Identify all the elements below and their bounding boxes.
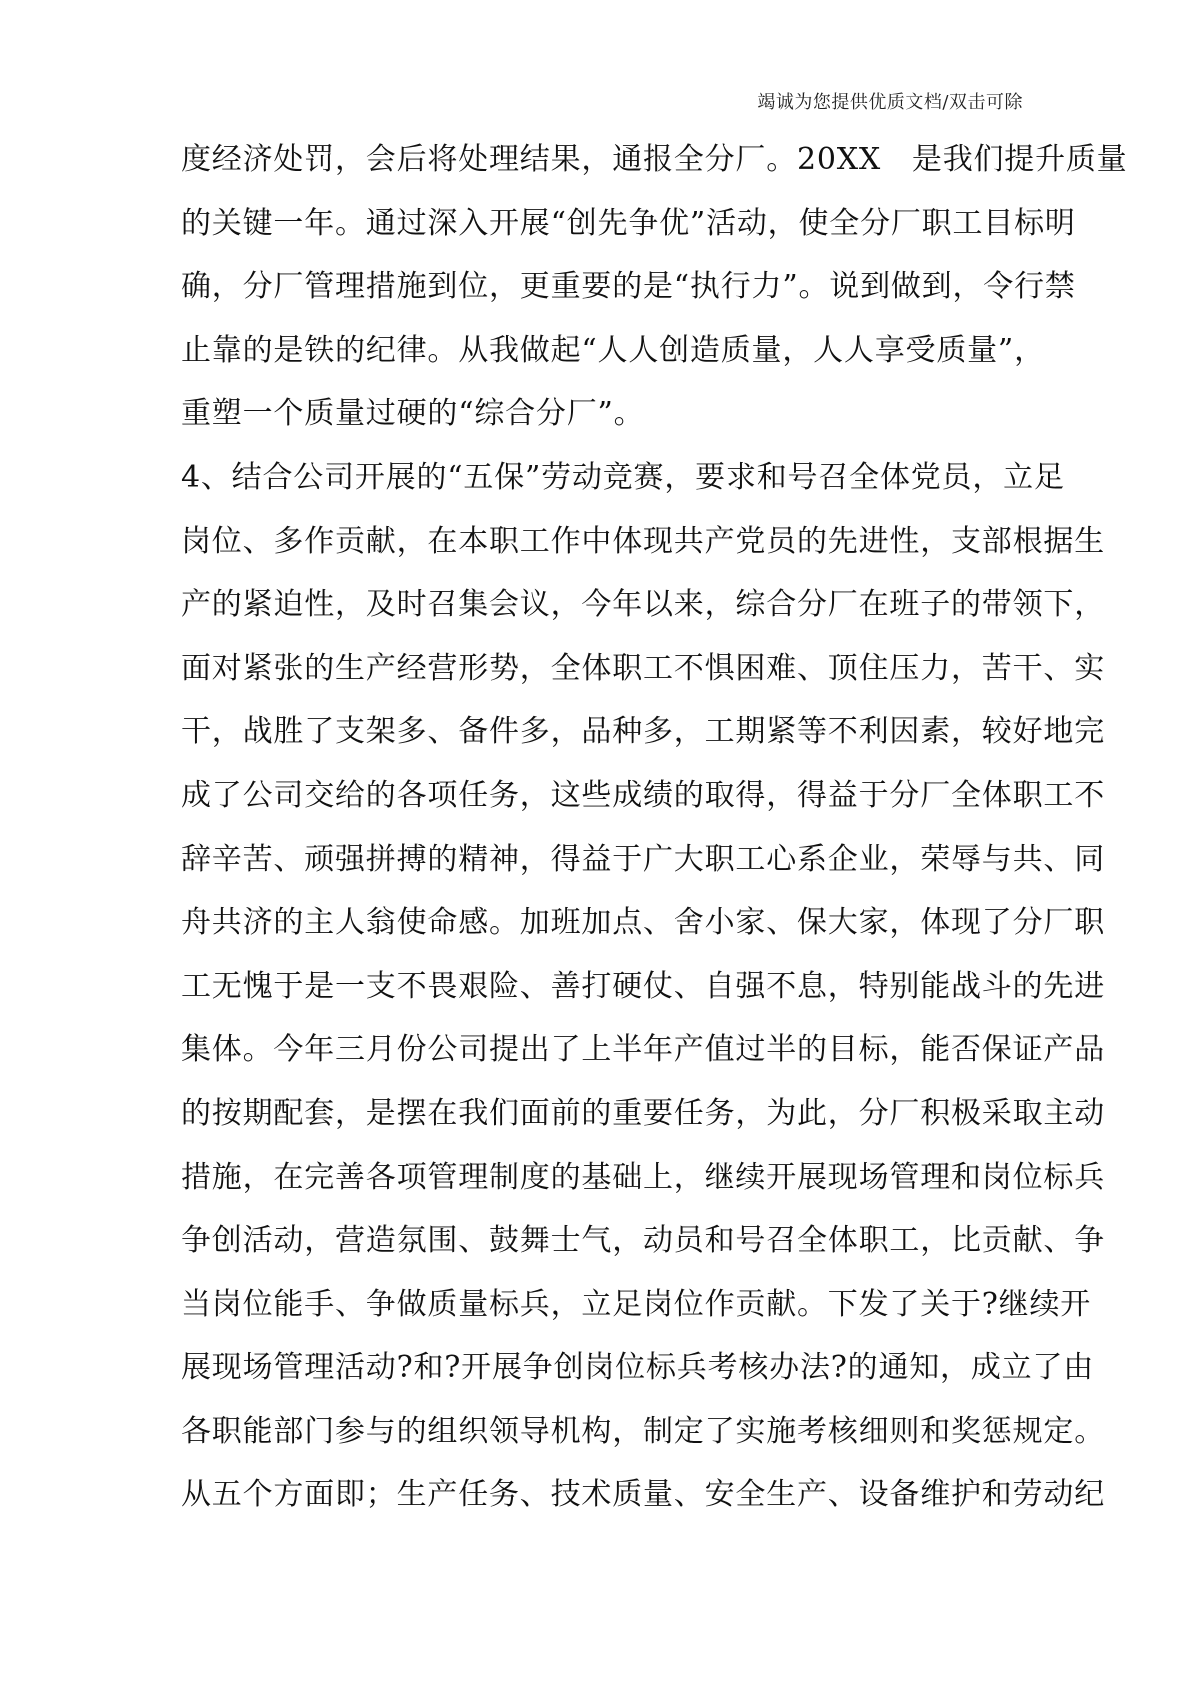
body-line: 辞辛苦、顽强拼搏的精神，得益于广大职工心系企业，荣辱与共、同 (181, 841, 1105, 877)
body-line: 4、结合公司开展的“五保”劳动竞赛，要求和号召全体党员，立足 (181, 459, 1065, 495)
body-line: 舟共济的主人翁使命感。加班加点、舍小家、保大家，体现了分厂职 (181, 905, 1105, 941)
body-line: 措施，在完善各项管理制度的基础上，继续开展现场管理和岗位标兵 (181, 1159, 1105, 1195)
body-line: 展现场管理活动?和?开展争创岗位标兵考核办法?的通知，成立了由 (181, 1350, 1095, 1386)
body-line: 从五个方面即；生产任务、技术质量、安全生产、设备维护和劳动纪 (181, 1477, 1105, 1513)
body-line: 工无愧于是一支不畏艰险、善打硬仗、自强不息，特别能战斗的先进 (181, 968, 1105, 1004)
body-line: 的按期配套，是摆在我们面前的重要任务，为此，分厂积极采取主动 (181, 1095, 1105, 1131)
body-line: 确，分厂管理措施到位，更重要的是“执行力”。说到做到，令行禁 (181, 269, 1076, 305)
body-line: 止靠的是铁的纪律。从我做起“人人创造质量，人人享受质量”， (181, 332, 1045, 368)
page-header-note: 竭诚为您提供优质文档/双击可除 (757, 92, 1023, 113)
body-line: 度经济处罚，会后将处理结果，通报全分厂。20XX 是我们提升质量 (181, 142, 1128, 177)
body-line: 争创活动，营造氛围、鼓舞士气，动员和号召全体职工，比贡献、争 (181, 1223, 1105, 1259)
body-line: 当岗位能手、争做质量标兵，立足岗位作贡献。下发了关于?继续开 (181, 1286, 1092, 1322)
body-line: 岗位、多作贡献，在本职工作中体现共产党员的先进性，支部根据生 (181, 523, 1105, 559)
body-line: 各职能部门参与的组织领导机构，制定了实施考核细则和奖惩规定。 (181, 1413, 1105, 1449)
body-line: 面对紧张的生产经营形势，全体职工不惧困难、顶住压力，苦干、实 (181, 650, 1105, 686)
body-line: 重塑一个质量过硬的“综合分厂”。 (181, 396, 645, 432)
body-line: 的关键一年。通过深入开展“创先争优”活动，使全分厂职工目标明 (181, 205, 1076, 241)
document-body (181, 128, 1128, 1527)
body-line: 产的紧迫性，及时召集会议，今年以来，综合分厂在班子的带领下， (181, 587, 1105, 623)
body-line: 集体。今年三月份公司提出了上半年产值过半的目标，能否保证产品 (181, 1032, 1105, 1068)
body-line: 成了公司交给的各项任务，这些成绩的取得，得益于分厂全体职工不 (181, 777, 1105, 813)
body-line: 干，战胜了支架多、备件多，品种多，工期紧等不利因素，较好地完 (181, 714, 1105, 750)
